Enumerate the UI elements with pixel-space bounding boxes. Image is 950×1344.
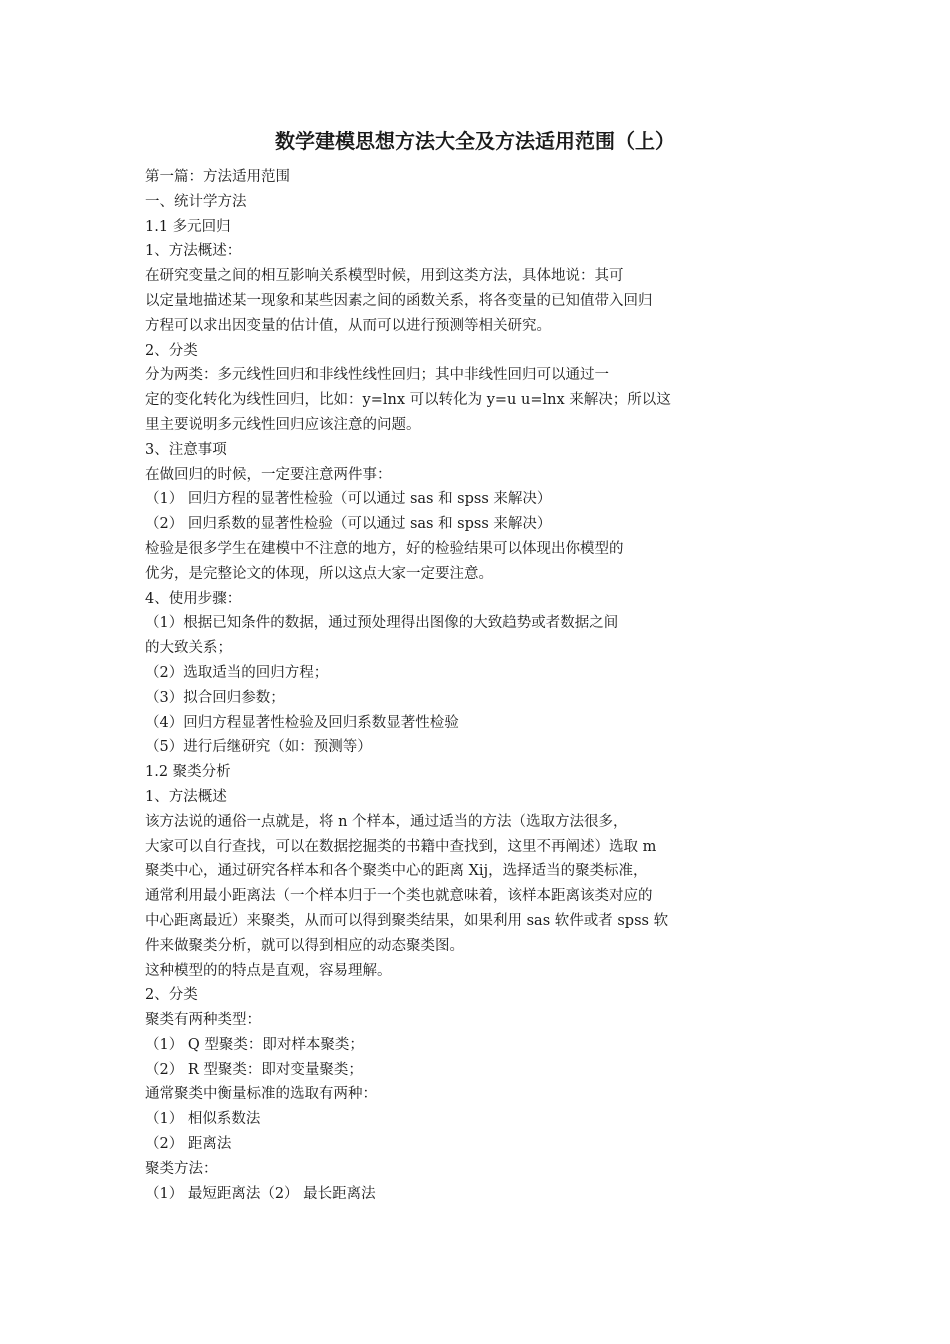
subsection-heading-clustering: 1.2 聚类分析: [145, 764, 231, 781]
paragraph-line: 定的变化转化为线性回归，比如：y=lnx 可以转化为 y=u u=lnx 来解决；所以这: [145, 392, 671, 409]
paragraph-line: 优劣，是完整论文的体现，所以这点大家一定要注意。: [145, 565, 493, 582]
paragraph-line: 大家可以自行查找，可以在数据挖掘类的书籍中查找到，这里不再阐述）选取 m: [145, 838, 657, 855]
paragraph-line: 该方法说的通俗一点就是，将 n 个样本，通过适当的方法（选取方法很多，: [145, 813, 628, 830]
paragraph-line: 件来做聚类分析，就可以得到相应的动态聚类图。: [145, 937, 464, 954]
item-heading: 3、注意事项: [145, 441, 227, 458]
list-item: （1）根据已知条件的数据，通过预处理得出图像的大致趋势或者数据之间: [145, 615, 619, 632]
paragraph-line: 这种模型的的特点是直观，容易理解。: [145, 962, 392, 979]
paragraph-line: 分为两类：多元线性回归和非线性线性回归；其中非线性回归可以通过一: [145, 367, 609, 384]
paragraph-line: 在做回归的时候，一定要注意两件事：: [145, 466, 392, 483]
paragraph-line: 聚类有两种类型：: [145, 1012, 261, 1029]
list-item-continuation: 的大致关系；: [145, 640, 232, 657]
paragraph-line: 方程可以求出因变量的估计值，从而可以进行预测等相关研究。: [145, 317, 551, 334]
paragraph-line: 里主要说明多元线性回归应该注意的问题。: [145, 416, 421, 433]
document-body: [145, 165, 785, 1206]
paragraph-line: 聚类方法：: [145, 1160, 218, 1177]
item-heading: 4、使用步骤：: [145, 590, 242, 607]
section-heading-part-one: 第一篇：方法适用范围: [145, 169, 290, 185]
list-item: （2）选取适当的回归方程；: [145, 664, 329, 681]
item-heading: 2、分类: [145, 342, 198, 359]
list-item: （1） Q 型聚类：即对样本聚类；: [145, 1036, 364, 1053]
list-item: （4）回归方程显著性检验及回归系数显著性检验: [145, 714, 459, 731]
list-item: （3）拟合回归参数；: [145, 689, 285, 706]
paragraph-line: 中心距离最近）来聚类，从而可以得到聚类结果，如果利用 sas 软件或者 spss 软: [145, 912, 669, 929]
section-heading-statistics: 一、统计学方法: [145, 193, 247, 210]
list-item: （5）进行后继研究（如：预测等）: [145, 739, 372, 756]
list-item: （2） 回归系数的显著性检验（可以通过 sas 和 spss 来解决）: [145, 516, 552, 533]
item-heading: 1、方法概述: [145, 788, 227, 805]
list-item: （1） 相似系数法: [145, 1111, 261, 1128]
paragraph-line: 在研究变量之间的相互影响关系模型时候，用到这类方法，具体地说：其可: [145, 268, 624, 285]
paragraph-line: 聚类中心，通过研究各样本和各个聚类中心的距离 Xij，选择适当的聚类标准，: [145, 863, 648, 880]
list-item: （2） R 型聚类：即对变量聚类；: [145, 1061, 363, 1078]
list-item: （2） 距离法: [145, 1136, 232, 1153]
item-heading: 1、方法概述：: [145, 243, 242, 260]
paragraph-line: 通常聚类中衡量标准的选取有两种：: [145, 1086, 377, 1103]
paragraph-line: 通常利用最小距离法（一个样本归于一个类也就意味着，该样本距离该类对应的: [145, 888, 653, 905]
document-title: 数学建模思想方法大全及方法适用范围（上）: [275, 129, 675, 153]
paragraph-line: 检验是很多学生在建模中不注意的地方，好的检验结果可以体现出你模型的: [145, 540, 624, 557]
list-item: （1） 最短距离法（2） 最长距离法: [145, 1185, 376, 1202]
subsection-heading-regression: 1.1 多元回归: [145, 218, 231, 235]
paragraph-line: 以定量地描述某一现象和某些因素之间的函数关系，将各变量的已知值带入回归: [145, 292, 653, 309]
list-item: （1） 回归方程的显著性检验（可以通过 sas 和 spss 来解决）: [145, 491, 552, 508]
item-heading: 2、分类: [145, 987, 198, 1004]
